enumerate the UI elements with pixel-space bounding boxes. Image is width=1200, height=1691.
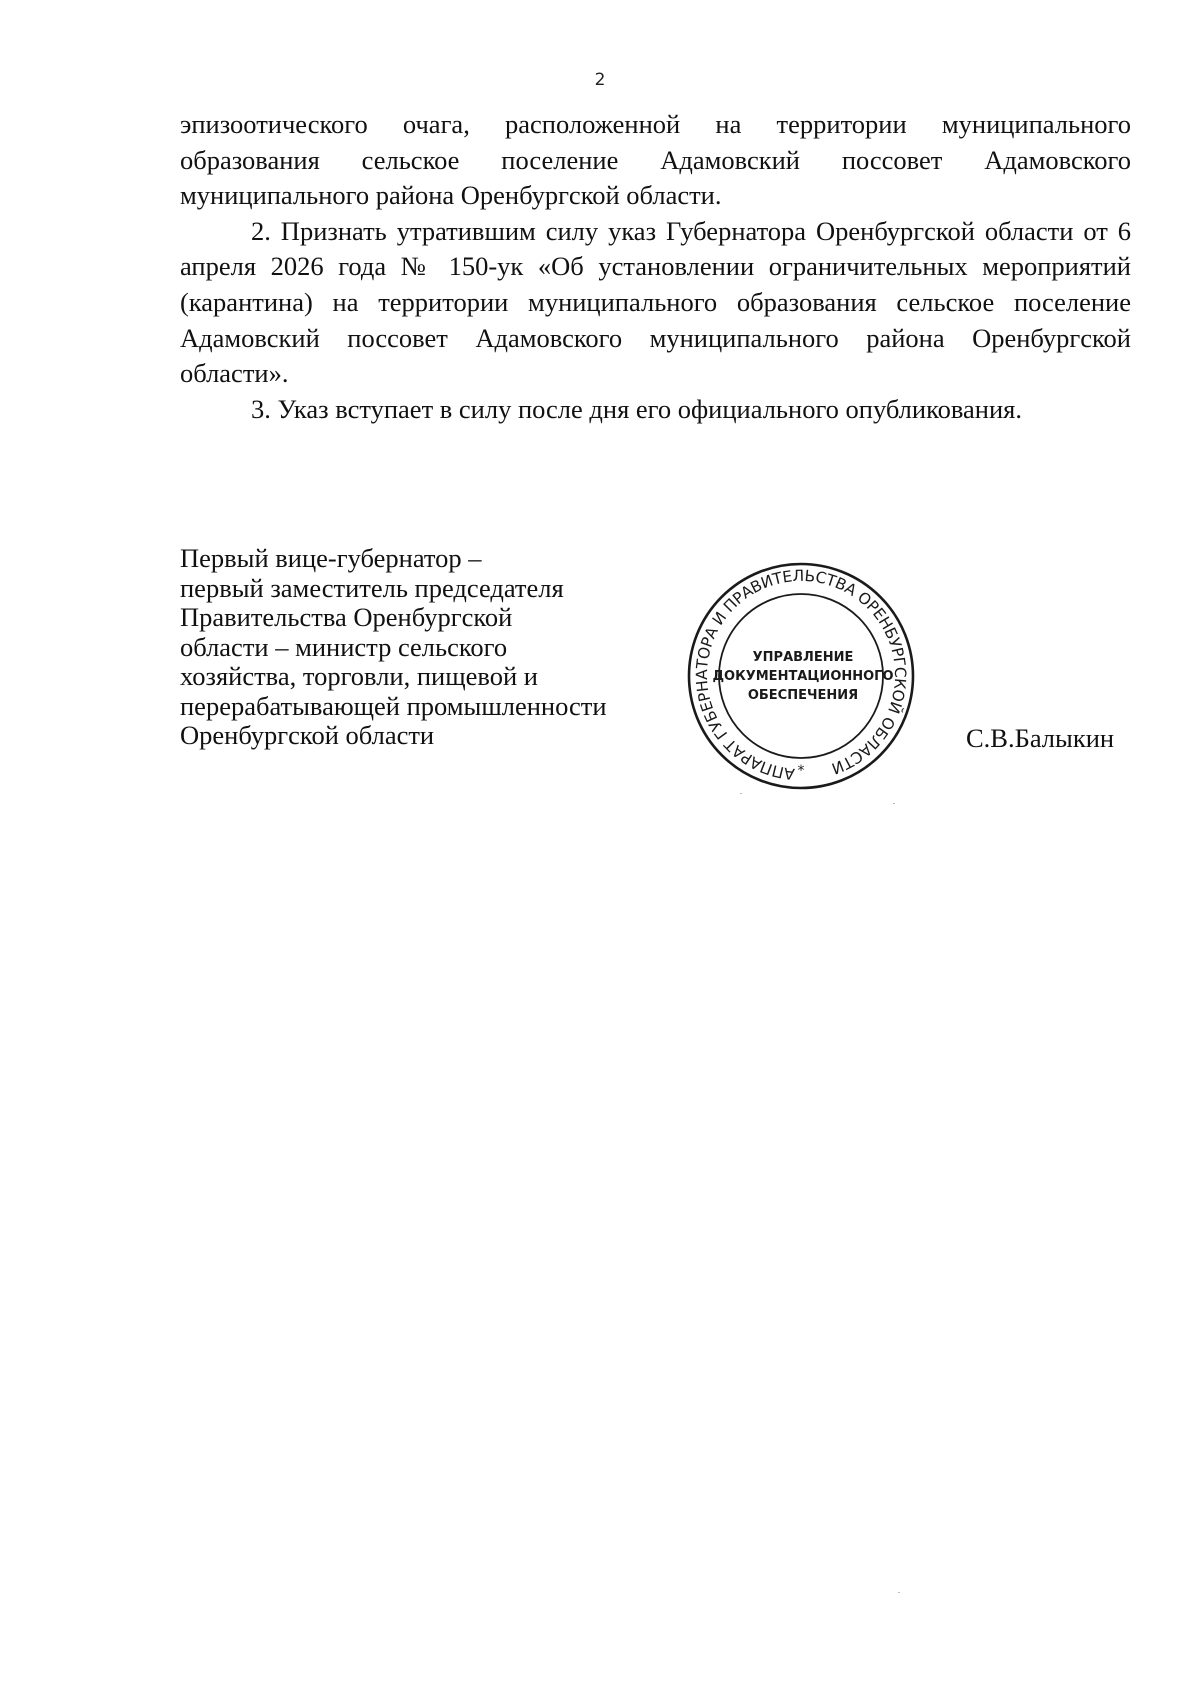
position-line: перерабатывающей промышленности	[180, 690, 607, 721]
page-number: 2	[594, 70, 606, 90]
position-line: области – министр сельского	[180, 631, 508, 662]
official-seal	[686, 560, 916, 792]
paragraph-2: 2. Признать утратившим силу указ Губернатора Оренбургской области от 6 апреля 2026 года № 150-ук «Об установлении ограничительных мероприятий (карантина) на территории муниципального образования сельское поселение Адамовский поссовет Адамовского муниципального района Оренбургской области».	[180, 215, 1131, 389]
signatory-name: С.В.Балыкин	[966, 723, 1115, 753]
position-line: первый заместитель председателя	[180, 572, 564, 603]
seal-ring-text: АППАРАТ ГУБЕРНАТОРА И ПРАВИТЕЛЬСТВА ОРЕНБУРГСКОЙ ОБЛАСТИ	[692, 566, 910, 783]
position-line: Первый вице-губернатор –	[180, 543, 482, 573]
seal-center-line: ДОКУМЕНТАЦИОННОГО	[712, 669, 894, 684]
seal-center-line: УПРАВЛЕНИЕ	[752, 650, 854, 665]
position-line: хозяйства, торговли, пищевой и	[180, 661, 538, 691]
scan-speck	[740, 793, 742, 794]
seal-star: *	[797, 763, 805, 779]
seal-center-line: ОБЕСПЕЧЕНИЯ	[747, 688, 859, 703]
signatory-position	[180, 544, 660, 751]
position-line: Правительства Оренбургской	[180, 602, 513, 632]
scan-speck	[898, 1592, 900, 1593]
decree-body	[180, 107, 1131, 427]
scan-speck	[893, 803, 895, 804]
paragraph-1: эпизоотического очага, расположенной на территории муниципального образования сельское поселение Адамовский поссовет Адамовского муниципального района Оренбургской области.	[180, 109, 1131, 211]
position-line: Оренбургской области	[180, 720, 435, 750]
paragraph-3: 3. Указ вступает в силу после дня его официального опубликования.	[251, 393, 1022, 424]
